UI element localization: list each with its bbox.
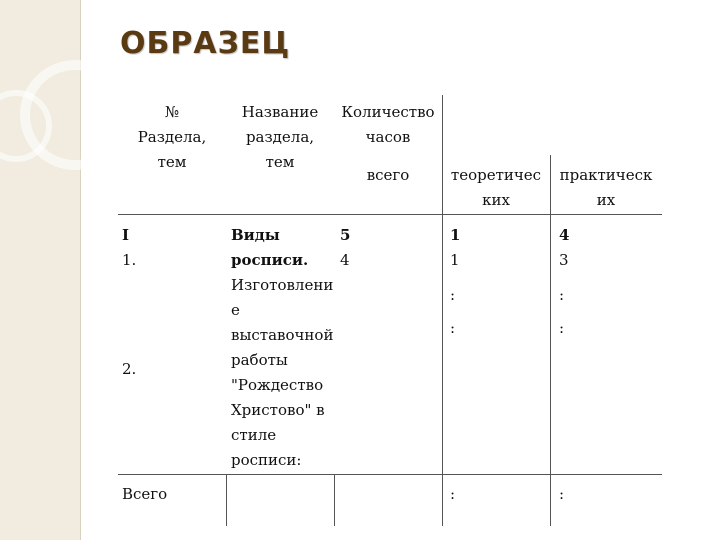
row-section-name: Виды росписи. Изготовлени е выставочной работы "Рождество Христово" в стиле росписи: xyxy=(231,226,334,469)
header-theory: теоретичес ких xyxy=(450,166,542,209)
total-row-practice: : xyxy=(559,485,565,503)
total-row-label: Всего xyxy=(122,485,168,503)
table-total-top-line xyxy=(118,474,662,475)
row-topic-number: 2. xyxy=(122,360,137,378)
header-section-name: Название раздела, тем xyxy=(241,103,319,171)
row-hours-theory: 1 1 : : xyxy=(450,226,461,337)
header-practice: практическ их xyxy=(559,166,653,209)
page-title: ОБРАЗЕЦ xyxy=(120,26,291,61)
row-hours-total: 5 4 xyxy=(340,226,351,269)
row-topic-number: 1. xyxy=(122,251,137,269)
row-section-number: I xyxy=(122,226,130,244)
table-col-line-3 xyxy=(442,95,443,526)
row-hours-practice: 4 3 : : xyxy=(559,226,570,337)
header-section-number: № Раздела, тем xyxy=(137,103,207,171)
table-col-line-2 xyxy=(334,474,335,526)
total-row-theory: : xyxy=(450,485,456,503)
header-hours: Количество часов xyxy=(341,103,435,146)
table-header-bottom-line xyxy=(118,214,662,215)
header-hours-total: всего xyxy=(366,166,410,184)
table-col-line-1 xyxy=(226,474,227,526)
